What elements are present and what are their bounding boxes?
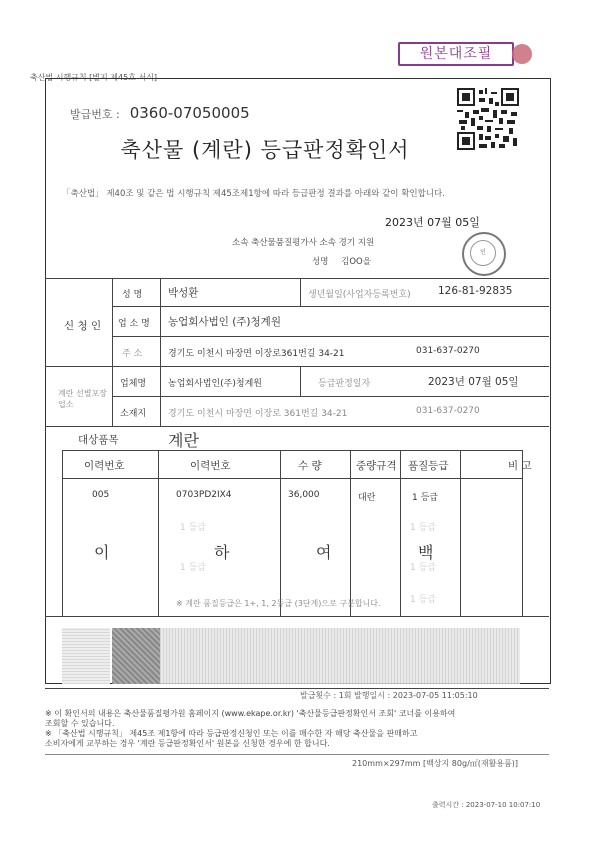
footer-divider: [45, 754, 549, 755]
faint-grade: 1 등급: [180, 523, 206, 533]
applicant-regno-label: 생년월일(사업자등록번호): [308, 290, 411, 300]
applicant-company-label: 업 소 명: [118, 319, 150, 329]
footer-note: ※ 「축산법 시행규칙」 제45조 제1항에 따라 등급판정신청인 또는 이를 매수한 자 해당 축산물을 판매하고: [45, 729, 418, 738]
packer-name-label: 업체명: [120, 379, 147, 389]
col-header: 이력번호: [190, 460, 231, 472]
table-divider: [460, 450, 461, 616]
print-time: 출력시간 : 2023-07-10 10:07:10: [432, 801, 541, 809]
col-header: 중량규격: [356, 460, 397, 472]
table-divider: [112, 278, 113, 426]
form-label: 축산법 시행규칙 [별지 제45호 서식]: [30, 73, 158, 82]
applicant-name-label: 성 명: [122, 290, 143, 300]
product-value: 계란: [168, 431, 199, 450]
col-header: 품질등급: [408, 460, 449, 472]
grade-mark: 하: [214, 543, 230, 562]
applicant-section-label: 신 청 인: [64, 320, 102, 332]
table-divider: [400, 450, 401, 616]
packer-phone: 031-637-0270: [416, 406, 480, 416]
table-bottom-line: [45, 688, 549, 689]
table-line: [62, 478, 522, 479]
applicant-name: 박성환: [168, 287, 199, 299]
issue-number-label: 발급번호 :: [70, 108, 120, 121]
footer-note: 소비자에게 교부하는 경우 '계란 등급판정확인서' 원본을 신청한 경우에 한 합니다.: [45, 739, 330, 748]
table-line: [45, 426, 549, 427]
table-line: [112, 336, 549, 337]
faint-grade: 1 등급: [180, 563, 206, 573]
col-header: 비 고: [508, 460, 532, 472]
table-cell: 대란: [358, 493, 376, 503]
table-divider: [158, 450, 159, 616]
issue-date: 2023년 07월 05일: [385, 216, 480, 229]
applicant-phone: 031-637-0270: [416, 346, 480, 356]
table-divider: [300, 278, 301, 306]
table-note: ※ 계란 품질등급은 1+, 1, 2등급 (3단계)으로 구분합니다.: [176, 599, 381, 608]
packer-date-label: 등급판정일자: [318, 379, 371, 389]
table-cell: 0703PD2IX4: [176, 490, 232, 500]
issue-number-value: 0360-07050005: [129, 104, 250, 122]
footer-note: 조회할 수 있습니다.: [45, 719, 115, 728]
inspector-line: [312, 255, 371, 267]
packer-address: 경기도 이천시 마장면 이장로 361번길 34-21: [168, 409, 348, 419]
seal-stamp: [512, 44, 532, 64]
original-copy-stamp: 원본대조필: [398, 42, 514, 66]
table-cell: 1 등급: [412, 493, 438, 503]
packer-name: 농업회사법인(주)청계원: [168, 379, 262, 389]
table-divider: [62, 450, 63, 616]
table-line: [45, 616, 549, 617]
grade-mark: 백: [418, 543, 434, 562]
table-divider: [300, 366, 301, 396]
table-line: [112, 396, 549, 397]
table-divider: [522, 450, 523, 616]
grade-mark: 이: [94, 543, 110, 562]
issue-number: [70, 104, 250, 122]
table-divider: [350, 450, 351, 616]
table-divider: [160, 278, 161, 426]
grade-mark: 여: [316, 543, 332, 562]
document-title: 축산물 (계란) 등급판정확인서: [120, 138, 410, 162]
applicant-address: 경기도 이천시 마장면 이장로361번길 34-21: [168, 349, 345, 359]
faint-grade: 1 등급: [410, 595, 436, 605]
table-divider: [280, 450, 281, 616]
applicant-regno: 126-81-92835: [438, 285, 513, 297]
faint-grade: 1 등급: [410, 523, 436, 533]
col-header: 수 량: [298, 460, 322, 472]
scan-noise: [112, 628, 160, 684]
product-label: 대상품목: [78, 434, 119, 446]
packer-address-label: 소재지: [120, 409, 147, 419]
table-cell: 005: [92, 490, 110, 500]
table-top-line: [45, 278, 549, 279]
issue-meta: 발급횟수 : 1회 발행일시 : 2023-07-05 11:05:10: [300, 691, 478, 700]
intro-text: 「축산법」 제40조 및 같은 법 시행규칙 제45조제1항에 따라 등급판정 결과를 아래와 같이 확인합니다.: [62, 189, 445, 199]
table-line: [112, 306, 549, 307]
applicant-company: 농업회사법인 (주)청계원: [168, 316, 281, 328]
packer-date: 2023년 07월 05일: [428, 376, 519, 388]
scan-noise: [62, 628, 110, 684]
agency-line: 소속 축산물품질평가사 소속 경기 지원: [232, 238, 375, 248]
col-header: 이력번호: [84, 460, 125, 472]
official-seal-inner: 인: [470, 240, 496, 266]
inspector-label: 성명: [312, 257, 329, 267]
scan-noise: [160, 628, 520, 684]
inspector-name: 김OO을: [341, 257, 371, 267]
footer-note: ※ 이 확인서의 내용은 축산물품질평가원 홈페이지 (www.ekape.or.kr) '축산물등급판정확인서 조회' 코너를 이용하여: [45, 709, 456, 718]
paper-size: 210mm×297mm [백상지 80g/㎡(재활용품)]: [352, 759, 519, 768]
faint-grade: 1 등급: [410, 563, 436, 573]
packer-section-label: 계란 선별포장업소: [58, 389, 107, 409]
table-line: [45, 366, 549, 367]
table-cell: 36,000: [288, 490, 320, 500]
table-line: [62, 450, 522, 451]
applicant-address-label: 주 소: [122, 349, 143, 359]
official-seal: [462, 232, 506, 276]
